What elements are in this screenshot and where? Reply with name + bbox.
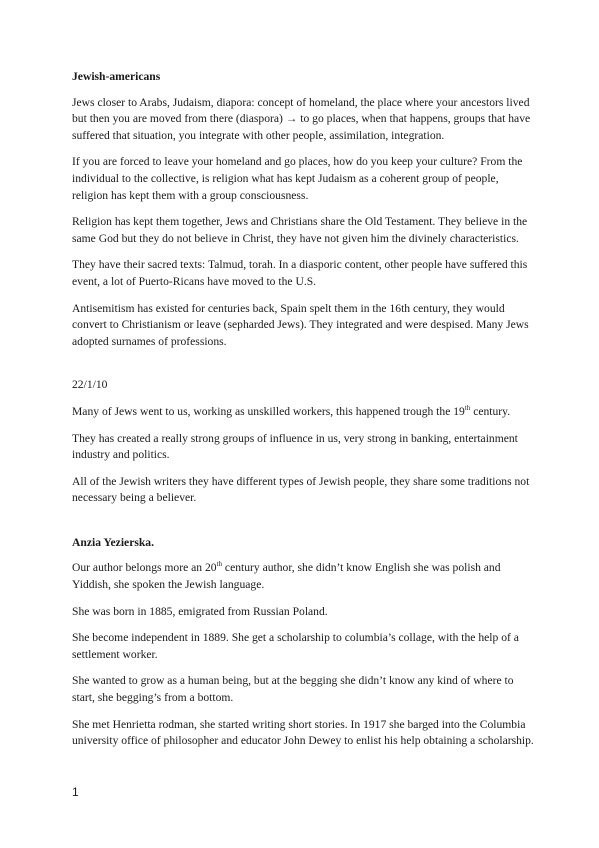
paragraph: Religion has kept them together, Jews and Christians share the Old Testament. They believe in the same God but they do not believe in Christ, they have not given him the divinely characteristics. [72,215,528,245]
date-line: 22/1/10 [72,378,108,392]
page-number: 1 [72,785,79,799]
paragraph: She was born in 1885, emigrated from Russian Poland. [72,604,328,618]
section-heading-jewish-americans: Jewish-americans [72,70,161,83]
paragraph: Antisemitism has existed for centuries back, Spain spelt them in the 16th century, they would convert to Christianism or leave (sepharded Jews). They integrated and were despised. Many Jews adopted surnames of professions. [72,301,529,348]
text-run: Many of Jews went to us, working as unskilled workers, this happened trough the 19 [72,404,465,418]
document-body [72,69,534,760]
superscript: th [216,560,223,569]
text-run: century author, she didn’t know English she was polish and Yiddish, she spoken the Jewish language. [72,561,501,592]
paragraph: All of the Jewish writers they have different types of Jewish people, they share some traditions not necessary being a believer. [72,474,530,505]
section-heading-anzia-yezierska: Anzia Yezierska. [72,535,154,549]
text-run: century. [470,404,511,418]
paragraph [72,404,534,421]
superscript: th [464,403,471,412]
paragraph: She wanted to grow as a human being, but at the begging she didn’t know any kind of where to start, she begging’s from a bottom. [72,674,514,705]
paragraph: They have their sacred texts: Talmud, torah. In a diasporic content, other people have suffered this event, a lot of Puerto-Ricans have moved to the U.S. [72,258,528,288]
text-run: Our author belongs more an 20 [72,561,217,575]
paragraph: If you are forced to leave your homeland and go places, how do you keep your culture? From the individual to the collective, is religion what has kept Judaism as a coherent group of people, religion has kept them with a group consciousness. [72,155,523,202]
paragraph: Jews closer to Arabs, Judaism, diapora: concept of homeland, the place where your ancestors lived but then you are moved from there (diaspora) → to go places, when that happens, groups that have suffered that situation, you integrate with other people, assimilation, integration. [72,95,531,142]
paragraph: They has created a really strong groups of influence in us, very strong in banking, entertainment industry and politics. [72,431,518,462]
paragraph [72,560,534,593]
paragraph: She become independent in 1889. She get a scholarship to columbia’s collage, with the help of a settlement worker. [72,631,519,661]
paragraph: She met Henrietta rodman, she started writing short stories. In 1917 she barged into the Columbia university office of philosopher and educator John Dewey to enlist his help obtaining a scholarship. [72,717,534,748]
